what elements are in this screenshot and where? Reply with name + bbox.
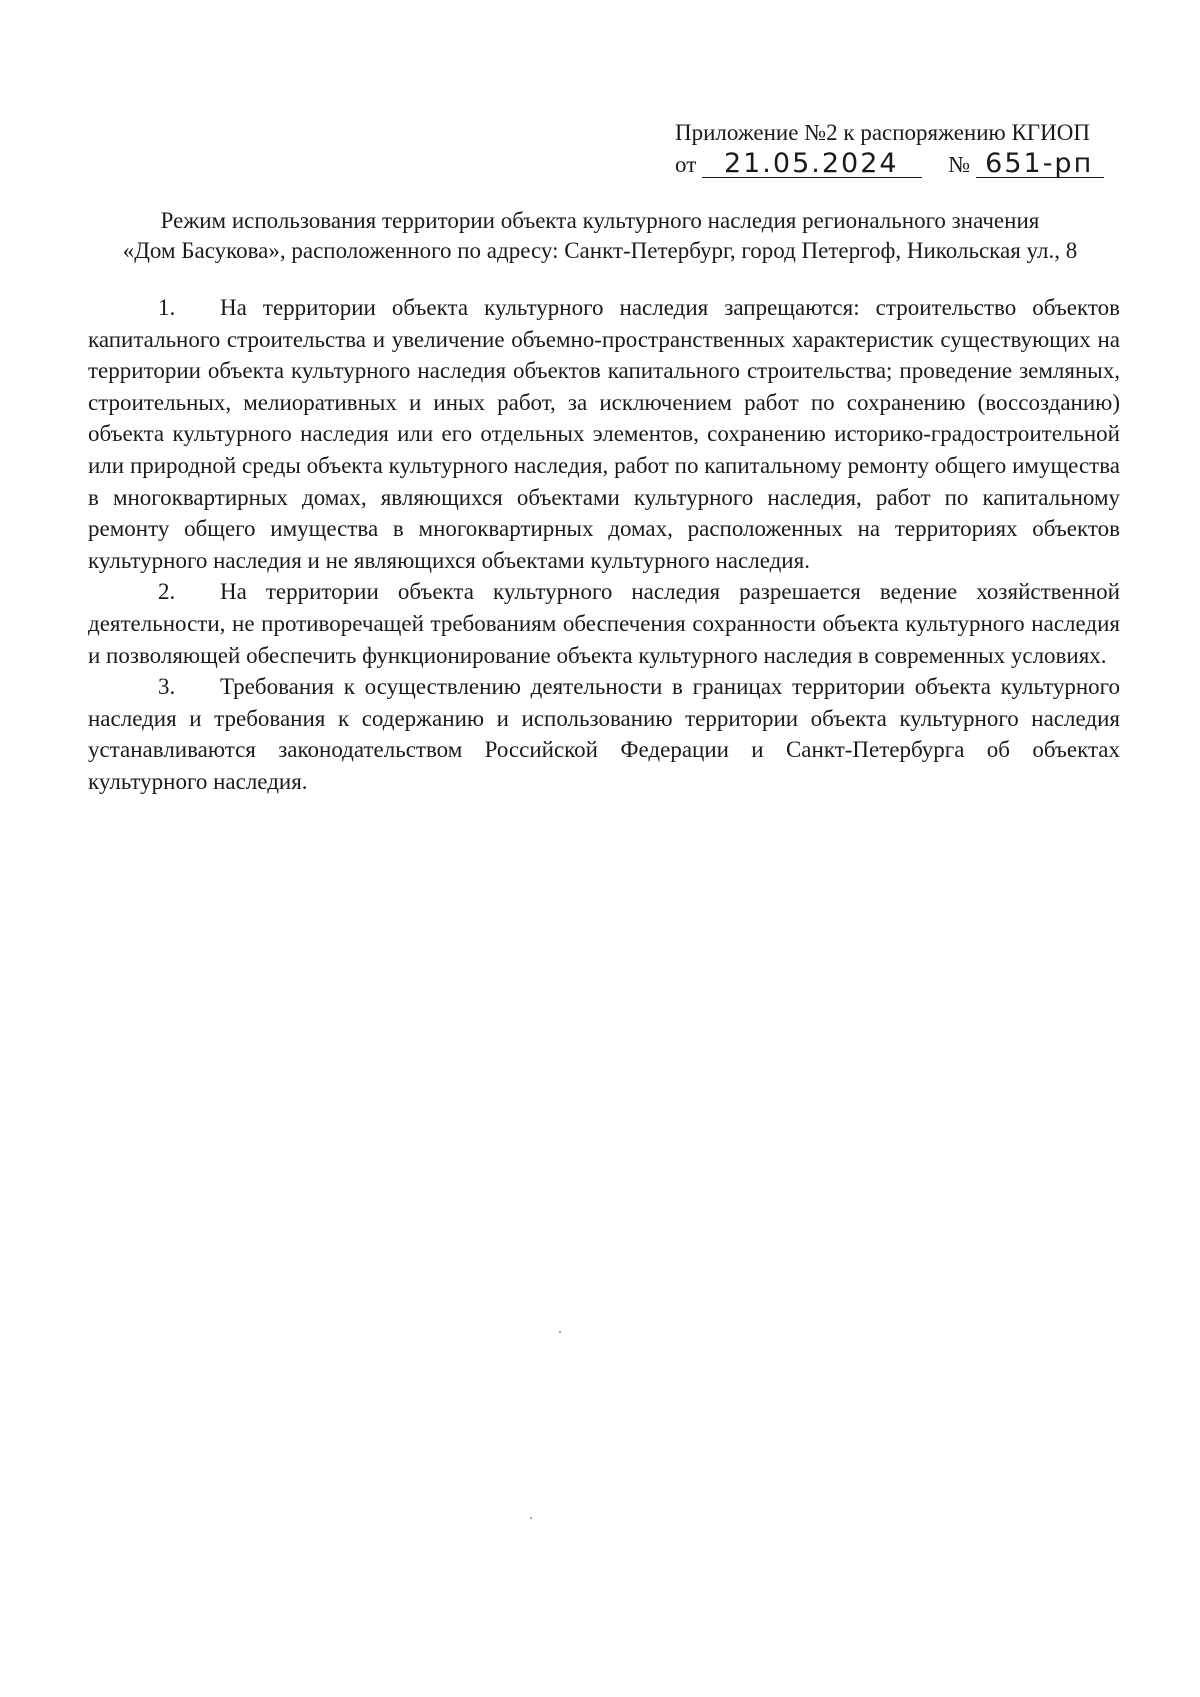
appendix-date-number [675, 150, 1115, 180]
paragraph-2 [88, 576, 1120, 671]
paragraph-number: 1. [158, 295, 176, 320]
scan-speck [559, 1331, 561, 1333]
handwritten-number: 651-рп [976, 151, 1104, 178]
handwritten-date: 21.05.2024 [702, 151, 922, 178]
paragraph-text: На территории объекта культурного наследия запрещаются: строительство объектов капитального строительства и увеличение объемно-пространственных характеристик существующих на территории объекта культурного наследия объектов капитального строительства; проведение земляных, строительных, мелиоративных и иных работ, за исключением работ по сохранению (воссозданию) объекта культурного наследия или его отдельных элементов, сохранению историко-градостроительной или природной среды объекта культурного наследия, работ по капитальному ремонту общего имущества в многоквартирных домах, являющихся объектами культурного наследия, работ по капитальному ремонту общего имущества в многоквартирных домах, расположенных на территориях объектов культурного наследия и не являющихся объектами культурного наследия. [88, 295, 1120, 573]
paragraph-text: На территории объекта культурного наследия разрешается ведение хозяйственной деятельности, не противоречащей требованиям обеспечения сохранности объекта культурного наследия и позволяющей обеспечить функционирование объекта культурного наследия в современных условиях. [88, 579, 1120, 668]
title-line-2: «Дом Басукова», расположенного по адресу: Санкт-Петербург, город Петергоф, Никольская ул., 8 [122, 238, 1078, 263]
date-prefix: от [675, 152, 697, 177]
appendix-header [675, 118, 1115, 180]
paragraph-text: Требования к осуществлению деятельности в границах территории объекта культурного наследия и требования к содержанию и использованию территории объекта культурного наследия устанавливаются законодательством Российской Федерации и Санкт-Петербурга об объектах культурного наследия. [88, 674, 1120, 794]
appendix-reference: Приложение №2 к распоряжению КГИОП [675, 120, 1090, 145]
number-prefix: № [948, 152, 971, 177]
document-body [88, 292, 1120, 798]
paragraph-number: 2. [158, 579, 176, 605]
scan-speck [530, 1517, 532, 1519]
paragraph-number: 3. [158, 674, 176, 700]
document-title [80, 206, 1120, 266]
title-line-1: Режим использования территории объекта культурного наследия регионального значения [160, 208, 1040, 233]
paragraph-1 [88, 292, 1120, 576]
paragraph-3 [88, 671, 1120, 797]
